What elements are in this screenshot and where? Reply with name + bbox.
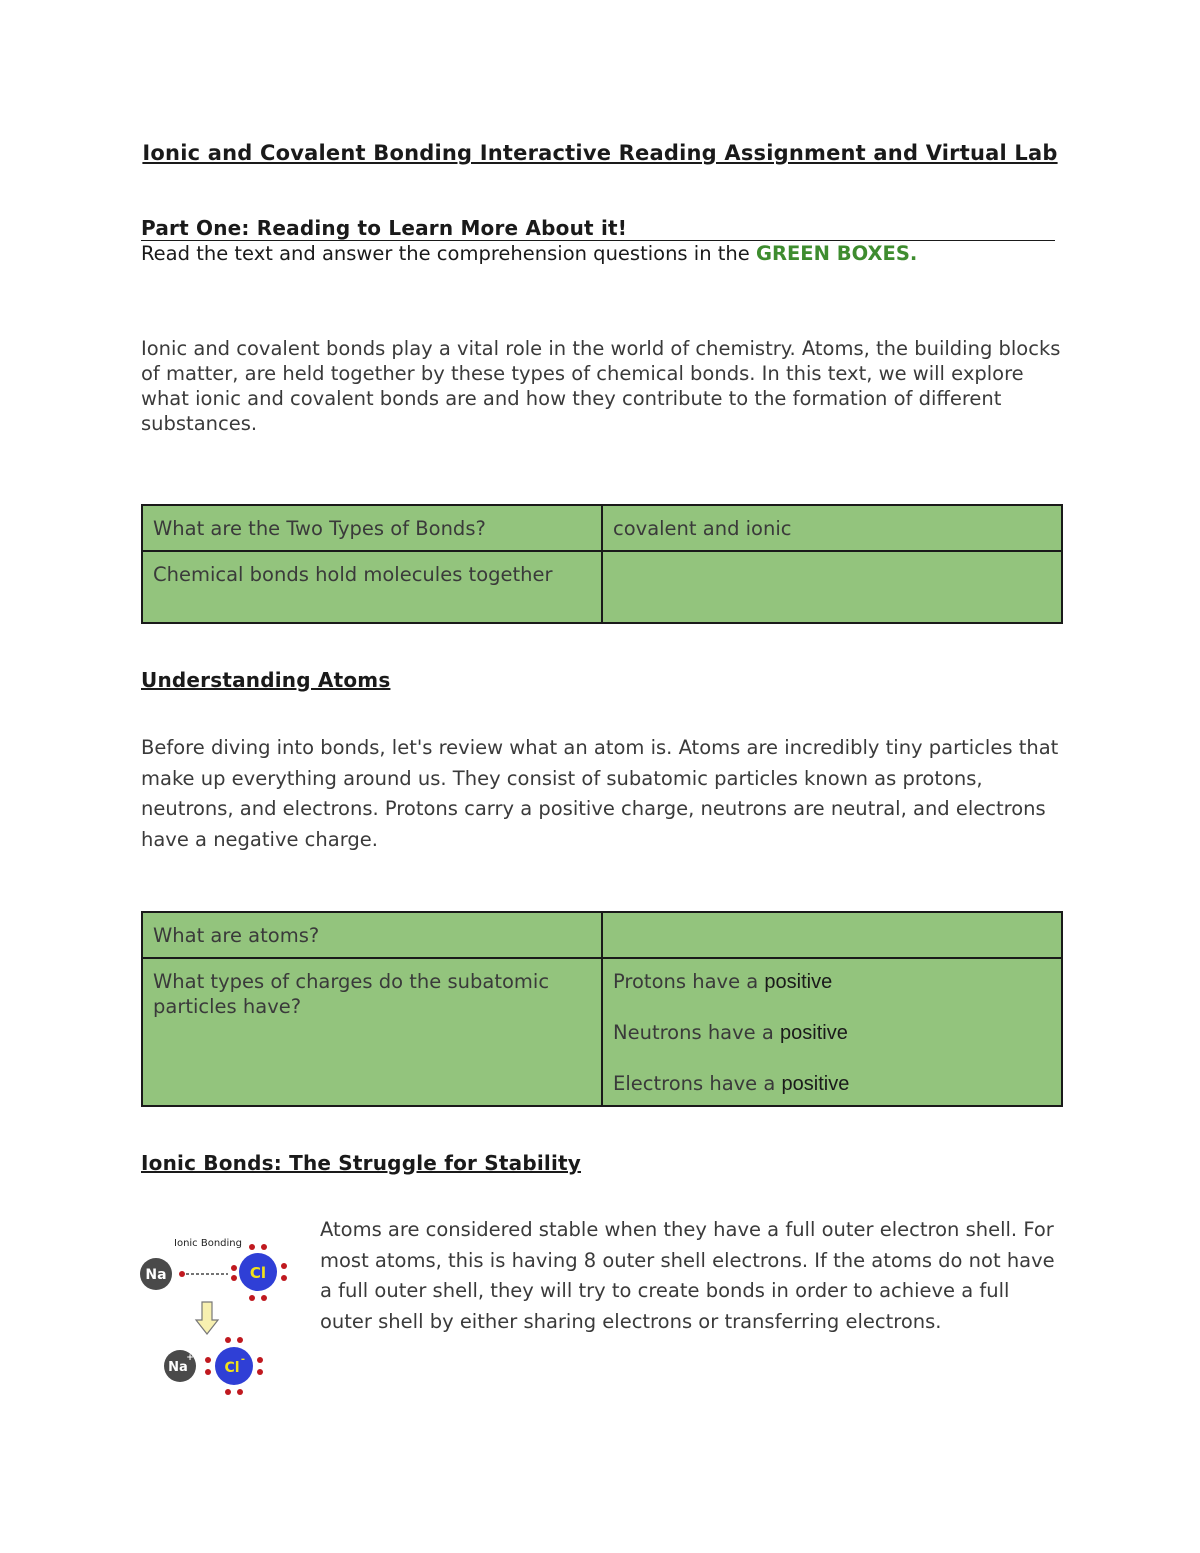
answer-prefix: Neutrons have a — [613, 1021, 781, 1044]
table-row — [142, 551, 1062, 623]
chlorine-ion-charge: - — [240, 1354, 246, 1365]
sodium-ion-symbol: Na — [168, 1360, 188, 1375]
electron-dot — [231, 1265, 237, 1271]
electron-dot — [205, 1369, 211, 1375]
instructions — [141, 241, 917, 267]
electron-dot — [179, 1271, 185, 1277]
green-boxes-highlight: GREEN BOXES. — [755, 242, 918, 265]
answer-prefix: Protons have a — [613, 970, 765, 993]
answer-value[interactable]: positive — [780, 1022, 848, 1044]
answer-value[interactable]: positive — [781, 1073, 850, 1095]
table-row — [142, 912, 1062, 958]
electron-dot — [261, 1244, 267, 1250]
electron-dot — [205, 1357, 211, 1363]
electron-dot — [249, 1295, 255, 1301]
question-cell: Chemical bonds hold molecules together — [142, 551, 602, 623]
question-cell: What are the Two Types of Bonds? — [142, 505, 602, 551]
electron-dot — [225, 1337, 231, 1343]
question-cell: What are atoms? — [142, 912, 602, 958]
ionic-bonds-heading: Ionic Bonds: The Struggle for Stability — [141, 1151, 581, 1175]
electrons-answer — [613, 1071, 1051, 1097]
electron-dot — [281, 1275, 287, 1281]
ionic-bonding-diagram — [136, 1232, 296, 1402]
atoms-paragraph: Before diving into bonds, let's review what an atom is. Atoms are incredibly tiny particles that make up everything around us. They consist of subatomic particles known as protons, neutrons, and electrons. Protons carry a positive charge, neutrons are neutral, and electrons have a negative charge. — [141, 736, 1059, 851]
diagram-label: Ionic Bonding — [174, 1238, 242, 1249]
document-title: Ionic and Covalent Bonding Interactive Reading Assignment and Virtual Lab — [142, 141, 1058, 165]
electron-dot — [257, 1357, 263, 1363]
answer-value[interactable]: positive — [764, 971, 833, 993]
table-row — [142, 958, 1062, 1106]
sodium-ion-charge: + — [186, 1353, 194, 1363]
answer-cell[interactable] — [602, 958, 1062, 1106]
protons-answer — [613, 969, 1051, 1020]
understanding-atoms-heading: Understanding Atoms — [141, 668, 391, 692]
electron-dot — [249, 1244, 255, 1250]
chlorine-symbol: Cl — [249, 1264, 267, 1282]
electron-dot — [231, 1275, 237, 1281]
sodium-symbol: Na — [145, 1267, 167, 1283]
intro-paragraph: Ionic and covalent bonds play a vital role in the world of chemistry. Atoms, the building blocks of matter, are held together by these types of chemical bonds. In this text, we will explore what ionic and covalent bonds are and how they contribute to the formation of different substances. — [141, 337, 1061, 435]
instructions-text: Read the text and answer the comprehension questions in the — [141, 242, 756, 265]
table-row — [142, 505, 1062, 551]
electron-dot — [261, 1295, 267, 1301]
electron-dot — [257, 1369, 263, 1375]
chlorine-ion-symbol: Cl — [224, 1360, 240, 1376]
question-cell: What types of charges do the subatomic particles have? — [142, 958, 602, 1106]
answer-prefix: Electrons have a — [613, 1072, 782, 1095]
bond-types-table — [141, 504, 1063, 624]
answer-cell[interactable] — [602, 912, 1062, 958]
electron-dot — [281, 1263, 287, 1269]
answer-cell[interactable]: covalent and ionic — [602, 505, 1062, 551]
down-arrow-icon — [196, 1302, 218, 1334]
neutrons-answer — [613, 1020, 1051, 1071]
part-one-heading: Part One: Reading to Learn More About it! — [141, 216, 1055, 241]
answer-cell[interactable] — [602, 551, 1062, 623]
ionic-bonds-paragraph: Atoms are considered stable when they have a full outer electron shell. For most atoms, this is having 8 outer shell electrons. If the atoms do not have a full outer shell, they will try to create bonds in order to achieve a full outer shell by either sharing electrons or transferring electrons. — [320, 1218, 1055, 1333]
electron-dot — [237, 1389, 243, 1395]
electron-dot — [225, 1389, 231, 1395]
atoms-table — [141, 911, 1063, 1107]
electron-dot — [237, 1337, 243, 1343]
